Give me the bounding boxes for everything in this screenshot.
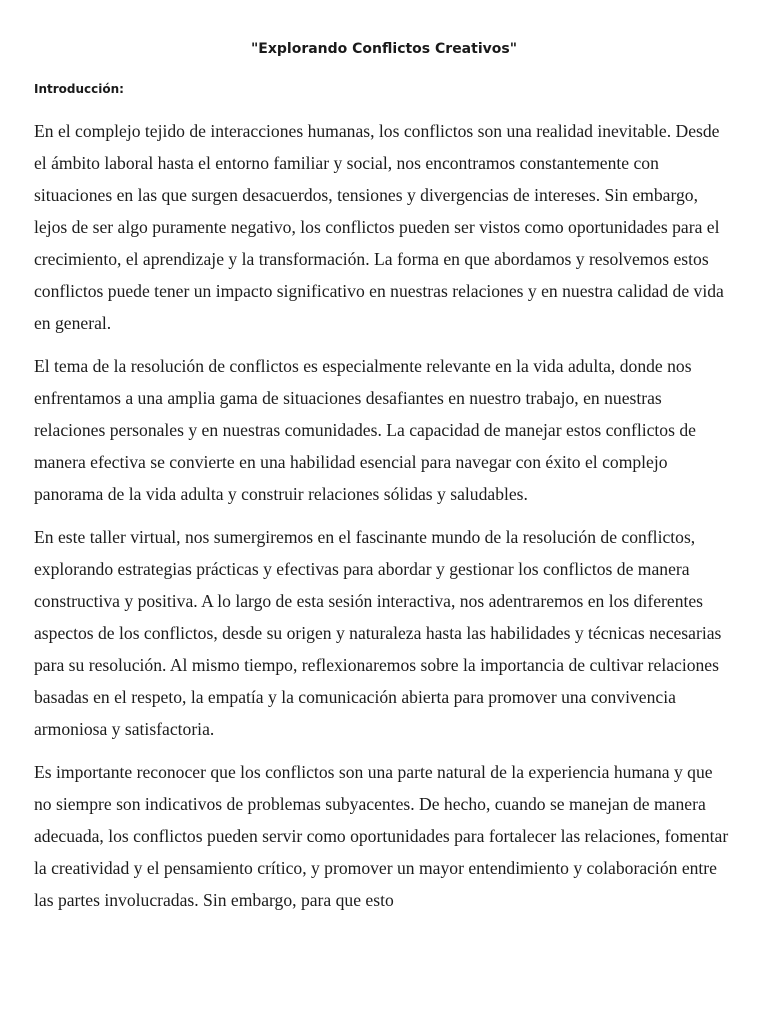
body-text [34, 115, 734, 916]
section-heading: Introducción: [34, 82, 124, 96]
paragraph: En este taller virtual, nos sumergiremos en el fascinante mundo de la resolución de conflictos, explorando estrategias prácticas y efectivas para abordar y gestionar los conflictos de manera constructiva y positiva. A lo largo de esta sesión interactiva, nos adentraremos en los diferentes aspectos de los conflictos, desde su origen y naturaleza hasta las habilidades y técnicas necesarias para su resolución. Al mismo tiempo, reflexionaremos sobre la importancia de cultivar relaciones basadas en el respeto, la empatía y la comunicación abierta para promover una convivencia armoniosa y satisfactoria. [34, 527, 722, 739]
paragraph: En el complejo tejido de interacciones humanas, los conflictos son una realidad inevitable. Desde el ámbito laboral hasta el entorno familiar y social, nos encontramos constantemente con situaciones en las que surgen desacuerdos, tensiones y divergencias de intereses. Sin embargo, lejos de ser algo puramente negativo, los conflictos pueden ser vistos como oportunidades para el crecimiento, el aprendizaje y la transformación. La forma en que abordamos y resolvemos estos conflictos puede tener un impacto significativo en nuestras relaciones y en nuestra calidad de vida en general. [34, 121, 724, 333]
document-title: "Explorando Conflictos Creativos" [251, 41, 517, 57]
paragraph: El tema de la resolución de conflictos es especialmente relevante en la vida adulta, donde nos enfrentamos a una amplia gama de situaciones desafiantes en nuestro trabajo, en nuestras relaciones personales y en nuestras comunidades. La capacidad de manejar estos conflictos de manera efectiva se convierte en una habilidad esencial para navegar con éxito el complejo panorama de la vida adulta y construir relaciones sólidas y saludables. [34, 356, 696, 504]
paragraph: Es importante reconocer que los conflictos son una parte natural de la experiencia humana y que no siempre son indicativos de problemas subyacentes. De hecho, cuando se manejan de manera adecuada, los conflictos pueden servir como oportunidades para fortalecer las relaciones, fomentar la creatividad y el pensamiento crítico, y promover un mayor entendimiento y colaboración entre las partes involucradas. Sin embargo, para que esto [34, 762, 729, 910]
